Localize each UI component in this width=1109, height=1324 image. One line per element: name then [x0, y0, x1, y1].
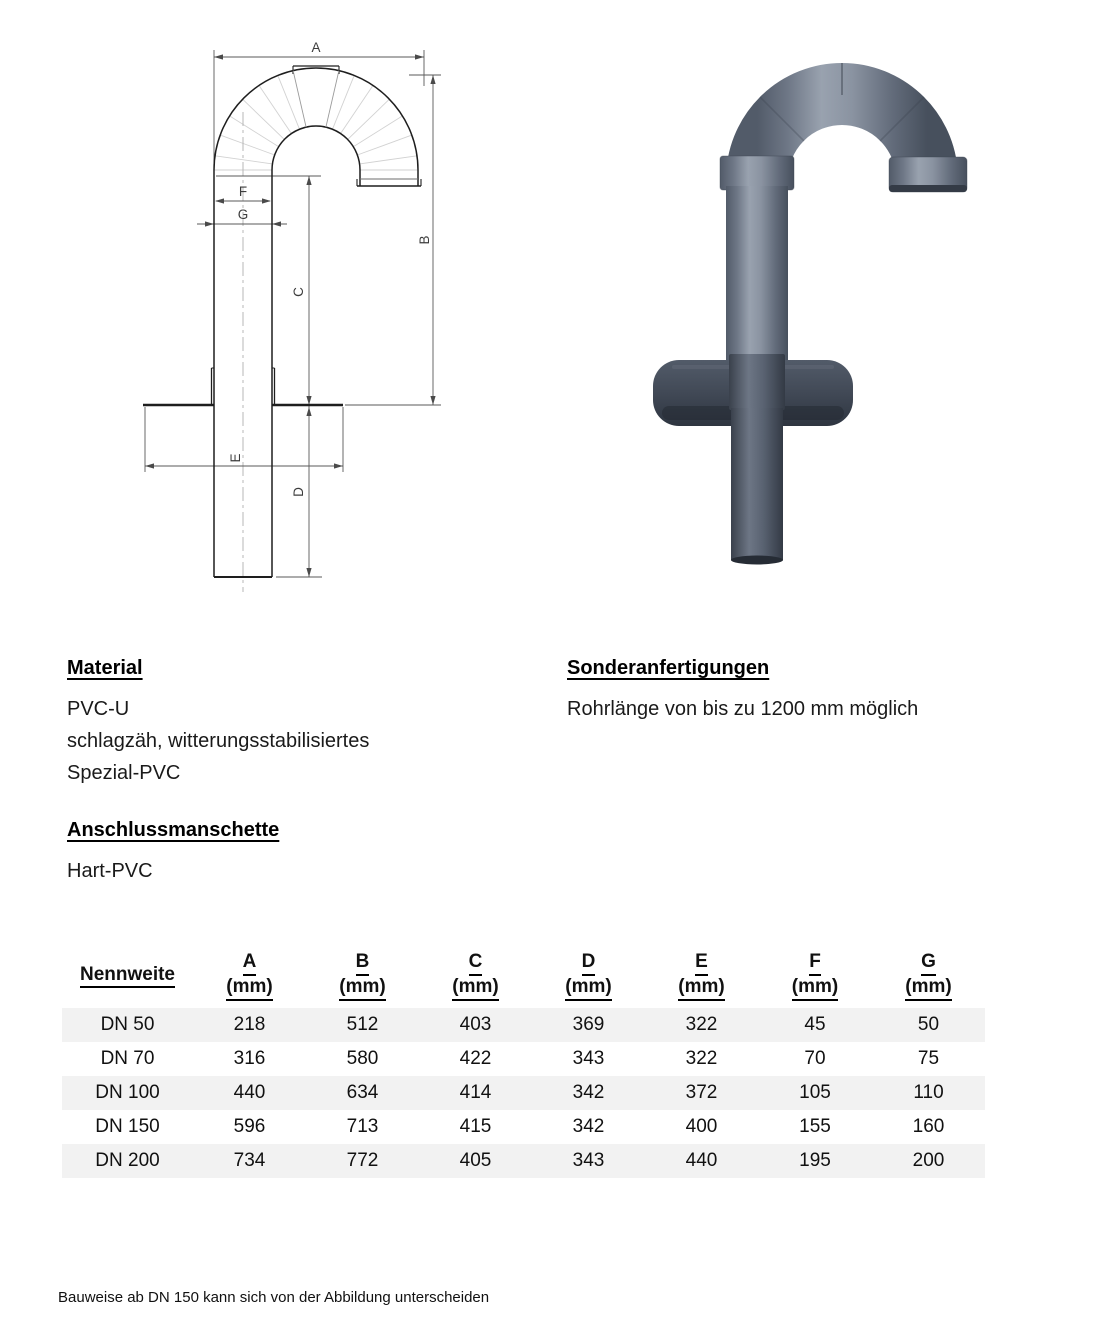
table-cell: 322	[685, 1048, 718, 1069]
photo-left-leg	[720, 156, 794, 368]
table-cell: DN 150	[95, 1116, 160, 1137]
table-cell: 110	[913, 1082, 944, 1103]
material-heading: Material	[67, 657, 143, 679]
table-cell: 415	[459, 1116, 492, 1137]
column-header: Nennweite	[62, 944, 193, 1008]
table-row	[62, 1076, 985, 1110]
table-cell: 342	[572, 1116, 605, 1137]
table-row	[62, 1144, 985, 1178]
technical-drawing	[128, 28, 462, 600]
table-header	[62, 944, 985, 1008]
dimension-arrowheads	[145, 54, 436, 577]
footnote: Bauweise ab DN 150 kann sich von der Abbildung unterscheiden	[58, 1289, 490, 1306]
table-cell: 160	[912, 1116, 945, 1137]
table-cell: 713	[346, 1116, 379, 1137]
dim-label-d: D	[291, 487, 306, 497]
table-cell: 405	[459, 1150, 492, 1171]
table-cell: DN 200	[95, 1150, 160, 1171]
table-cell: 343	[572, 1150, 605, 1171]
table-cell: 440	[685, 1150, 718, 1171]
table-cell: 422	[459, 1048, 492, 1069]
table-cell: 155	[799, 1116, 831, 1137]
table-cell: DN 100	[95, 1082, 160, 1103]
column-header: C (mm)	[419, 944, 532, 1008]
table-cell: 596	[233, 1116, 266, 1137]
column-header: F (mm)	[758, 944, 872, 1008]
photo-lower-pipe	[729, 354, 785, 565]
table-cell: 50	[917, 1014, 940, 1035]
photo-right-socket	[889, 157, 967, 192]
column-header: D (mm)	[532, 944, 645, 1008]
table-cell: 734	[233, 1150, 266, 1171]
table-cell: 634	[346, 1082, 379, 1103]
sonderanfertigungen-heading: Sonderanfertigungen	[567, 657, 770, 679]
table-row	[62, 1110, 985, 1144]
anschlussmanschette-section	[67, 814, 279, 887]
anschlussmanschette-line: Hart-PVC	[67, 860, 153, 882]
product-photo	[620, 30, 1020, 590]
table-cell: 200	[912, 1150, 945, 1171]
table-cell: 512	[346, 1014, 379, 1035]
table-cell: 440	[233, 1082, 266, 1103]
table-row	[62, 1008, 985, 1042]
table-cell: 372	[685, 1082, 718, 1103]
table-cell: 414	[459, 1082, 492, 1103]
table-cell: 70	[804, 1048, 826, 1069]
sonderanfertigungen-line: Rohrlänge von bis zu 1200 mm möglich	[567, 698, 919, 720]
table-cell: 343	[572, 1048, 605, 1069]
column-header: B (mm)	[306, 944, 419, 1008]
table-cell: 322	[685, 1014, 718, 1035]
material-line: schlagzäh, witterungsstabilisiertes	[67, 730, 370, 752]
dim-label-g: G	[237, 207, 249, 222]
dimension-lines	[145, 50, 441, 577]
dim-label-f: F	[238, 184, 248, 199]
column-header: E (mm)	[645, 944, 758, 1008]
dim-label-b: B	[417, 235, 432, 245]
dim-label-a: A	[311, 40, 321, 55]
table-cell: 400	[685, 1116, 718, 1137]
table-cell: 580	[346, 1048, 379, 1069]
bend-segment-lines	[214, 75, 418, 170]
sonderanfertigungen-section	[567, 652, 918, 725]
table-cell: 772	[346, 1150, 379, 1171]
table-cell: 369	[572, 1014, 605, 1035]
table-cell: 342	[572, 1082, 605, 1103]
dim-label-c: C	[291, 287, 306, 297]
material-line: PVC-U	[67, 698, 130, 720]
table-cell: DN 50	[100, 1014, 155, 1035]
table-cell: 218	[233, 1014, 266, 1035]
dimension-table	[62, 944, 985, 1178]
column-header: A (mm)	[193, 944, 306, 1008]
dim-label-e: E	[228, 453, 243, 463]
table-cell: 316	[233, 1048, 266, 1069]
table-row	[62, 1042, 985, 1076]
column-header: G (mm)	[872, 944, 985, 1008]
table-cell: 75	[917, 1048, 940, 1069]
material-section	[67, 652, 369, 789]
anschlussmanschette-heading: Anschlussmanschette	[67, 819, 280, 841]
table-body	[62, 1008, 985, 1178]
table-cell: 45	[804, 1014, 826, 1035]
table-cell: 105	[799, 1082, 831, 1103]
table-cell: 403	[459, 1014, 492, 1035]
material-line: Spezial-PVC	[67, 762, 181, 784]
table-cell: 195	[799, 1150, 831, 1171]
pipe-outline	[143, 66, 421, 577]
table-cell: DN 70	[100, 1048, 155, 1069]
